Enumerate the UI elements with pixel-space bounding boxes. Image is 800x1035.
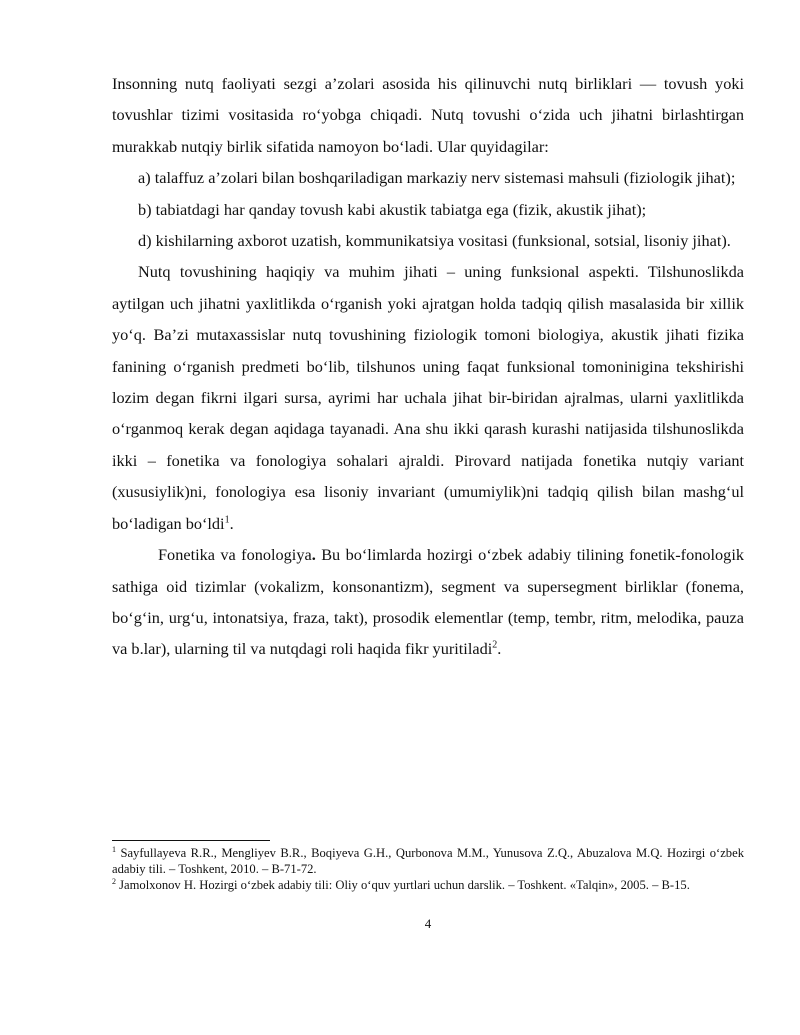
paragraph-functional-aspect	[112, 256, 744, 539]
footnote-text-2: Jamolxonov H. Hozirgi o‘zbek adabiy tili: Oliy o‘quv yurtlari uchun darslik. – Toshkent. «Talqin», 2005. – B-15.	[116, 878, 690, 892]
section-text: Bu bo‘limlarda hozirgi o‘zbek adabiy tilining fonetik-fonologik sathiga oid tizimlar (vokalizm, konsonantizm), segment va supersegment birliklar (fonema, bo‘g‘in, urg‘u, intonatsiya, fraza, takt), prosodik elementlar (temp, tembr, ritm, melodika, pauza va b.lar), ularning til va nutqdagi roli haqida fikr yuritiladi	[112, 545, 744, 659]
page-number: 4	[424, 916, 432, 931]
footnotes	[112, 845, 744, 893]
footnote-2	[112, 877, 744, 893]
footnote-mark-2: 2	[112, 876, 116, 886]
main-text	[112, 68, 744, 665]
list-item-a: a) talaffuz a’zolari bilan boshqariladigan markaziy nerv sistemasi mahsuli (fiziologik jihat);	[138, 168, 736, 188]
section-heading: Fonetika va fonologiya	[158, 545, 312, 565]
section-heading-dot: .	[311, 545, 316, 565]
footnote-1	[112, 845, 744, 877]
footnote-ref-1[interactable]: 1	[224, 514, 230, 526]
footnote-mark-1: 1	[112, 844, 116, 854]
paragraph-section	[112, 539, 744, 665]
list-item-d: d) kishilarning axborot uzatish, kommunikatsiya vositasi (funksional, sotsial, lisoniy jihat).	[138, 231, 731, 251]
paragraph-end: .	[229, 513, 234, 533]
section-end: .	[497, 639, 502, 659]
footnote-separator	[112, 840, 270, 841]
list-item-b: b) tabiatdagi har qanday tovush kabi akustik tabiatga ega (fizik, akustik jihat);	[138, 199, 647, 219]
footnote-ref-2[interactable]: 2	[492, 639, 498, 651]
paragraph-text: Nutq tovushining haqiqiy va muhim jihati – uning funksional aspekti. Tilshunoslikda aytilgan uch jihatni yaxlitlikda o‘rganish yoki ajratgan holda tadqiq qilish masalasida bir xillik yo‘q. Ba’zi mutaxassislar nutq tovushining fiziologik tomoni biologiya, akustik jihati fizika fanining o‘rganish predmeti bo‘lib, tilshunos uning faqat funksional tomoninigina tekshirishi lozim degan fikrni ilgari sursa, ayrimi har uchala jihat bir-biridan ajralmas, ularni yaxlitlikda o‘rganmoq kerak degan aqidaga tayanadi. Ana shu ikki qarash kurashi natijasida tilshunoslikda ikki – fonetika va fonologiya sohalari ajraldi. Pirovard natijada fonetika nutqiy variant (xususiylik)ni, fonologiya esa lisoniy invariant (umumiylik)ni tadqiq qilish bilan mashg‘ul bo‘ladigan bo‘ldi	[112, 262, 744, 533]
footnote-text-1: Sayfullayeva R.R., Mengliyev B.R., Boqiyeva G.H., Qurbonova M.M., Yunusova Z.Q., Abuzalova M.Q. Hozirgi o‘zbek adabiy tili. – Toshkent, 2010. – B-71-72.	[112, 846, 744, 876]
paragraph-intro: Insonning nutq faoliyati sezgi a’zolari asosida his qilinuvchi nutq birliklari — tovush yoki tovushlar tizimi vositasida ro‘yobga chiqadi. Nutq tovushi o‘zida uch jihatni birlashtirgan murakkab nutqiy birlik sifatida namoyon bo‘ladi. Ular quyidagilar:	[112, 74, 744, 156]
